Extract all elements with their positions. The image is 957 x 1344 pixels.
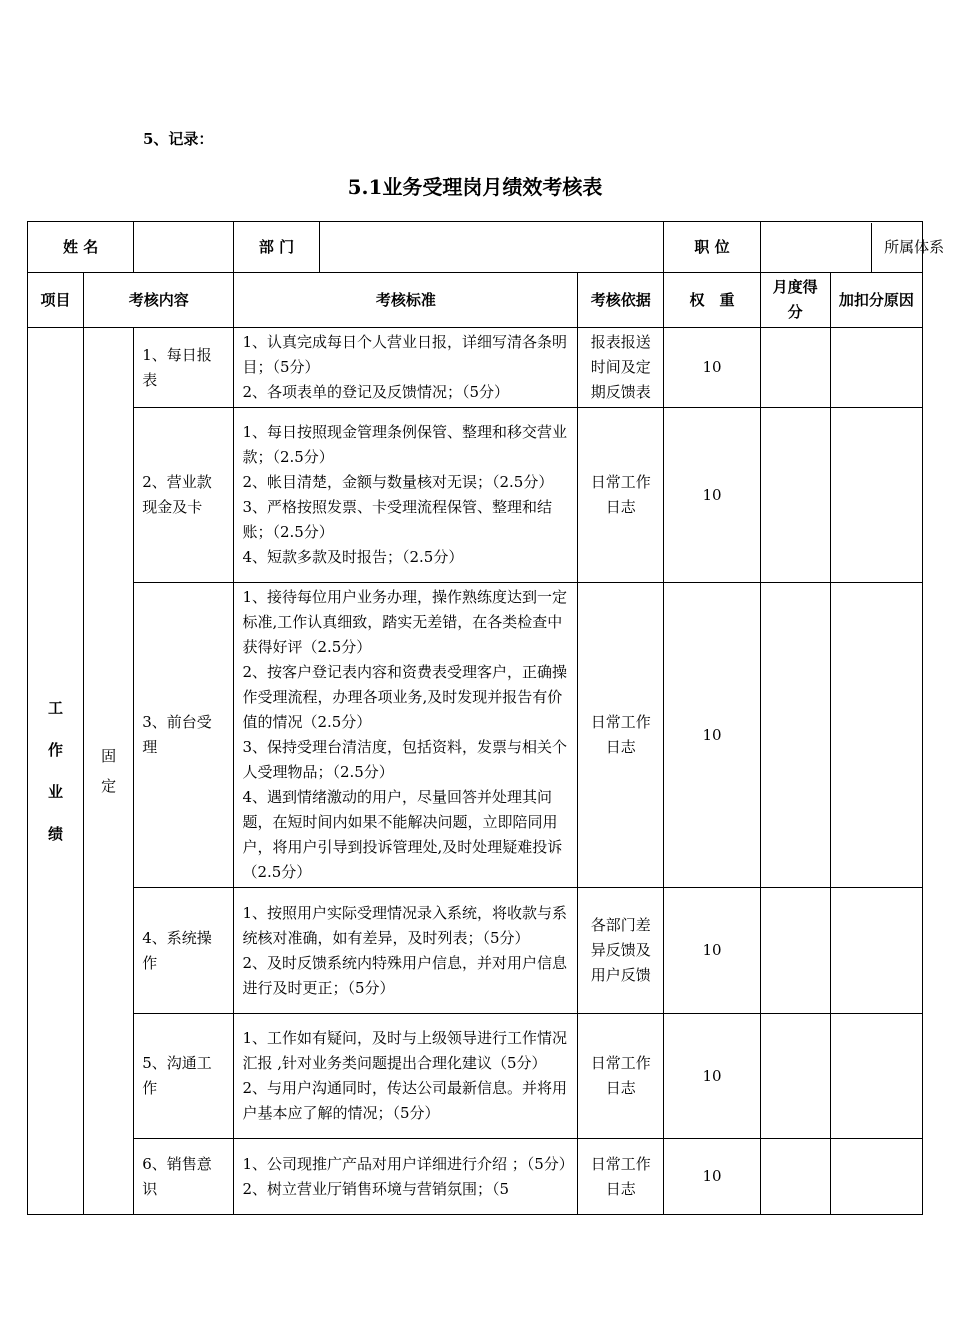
standard-line: 3、严格按照发票、卡受理流程保管、整理和结账；（2.5分） [242,498,552,541]
position-label: 职 位 [664,222,760,273]
standard-line: 1、认真完成每日个人营业日报，详细写清各条明目；（5分） [242,333,567,376]
standard-line: 1、接待每位用户业务办理，操作熟练度达到一定标准,工作认真细致，踏实无差错，在各类检查中获得好评（2.5分） [242,588,567,656]
category-char: 业 [48,783,64,801]
page-title: 5.1业务受理岗月绩效考核表 [347,175,603,199]
standard-line: 3、保持受理台清洁度，包括资料，发票与相关个人受理物品；（2.5分） [242,738,567,781]
category-char: 作 [48,741,64,759]
col-weight: 权 重 [664,273,760,328]
standard-line: 2、树立营业厅销售环境与营销氛围；（5 [242,1179,510,1198]
reason-cell[interactable] [830,1139,922,1215]
item-label: 5、沟通工作 [134,1014,234,1139]
section-label: 5、记录： [143,130,214,148]
item-label: 2、营业款现金及卡 [134,408,234,583]
col-standard: 考核标准 [234,273,578,328]
standard-line: 1、公司现推广产品对用户详细进行介绍 ；（5分） [242,1154,574,1173]
monthly-score-cell[interactable] [760,888,830,1014]
table-row [28,328,923,408]
header-row-columns [28,273,923,328]
table-row [28,888,923,1014]
col-monthly-score: 月度得分 [760,273,830,328]
standard-cell [234,1014,578,1139]
weight-cell: 10 [664,888,760,1014]
weight-cell: 10 [664,328,760,408]
standard-line: 2、按客户登记表内容和资费表受理客户，正确操作受理流程，办理各项业务,及时发现并报告有价值的情况（2.5分） [242,663,567,731]
reason-cell[interactable] [830,1014,922,1139]
standard-line: 2、各项表单的登记及反馈情况；（5分） [242,383,510,401]
monthly-score-cell[interactable] [760,328,830,408]
basis-cell: 日常工作日志 [578,1139,664,1215]
standard-line: 2、帐目清楚，金额与数量核对无误；（2.5分） [242,473,554,491]
category-cell [28,328,84,1215]
col-content: 考核内容 [84,273,234,328]
standard-cell [234,583,578,888]
col-project: 项目 [28,273,84,328]
basis-cell: 各部门差异反馈及用户反馈 [578,888,664,1014]
standard-line: 4、遇到情绪激动的用户，尽量回答并处理其问题，在短时间内如果不能解决问题，立即陪同用户，将用户引导到投诉管理处,及时处理疑难投诉（2.5分） [242,788,563,881]
weight-cell: 10 [664,1139,760,1215]
monthly-score-cell[interactable] [760,583,830,888]
standard-line: 4、短款多款及时报告；（2.5分） [242,548,464,566]
name-value[interactable] [134,222,234,273]
table-row [28,1139,923,1215]
monthly-score-cell[interactable] [760,408,830,583]
col-basis: 考核依据 [578,273,664,328]
fixed-char: 定 [101,777,117,795]
category-char: 工 [48,699,64,717]
position-system-subtable [761,223,957,272]
col-reason: 加扣分原因 [830,273,922,328]
weight-cell: 10 [664,583,760,888]
item-label: 6、销售意识 [134,1139,234,1215]
reason-cell[interactable] [830,888,922,1014]
dept-value[interactable] [319,222,664,273]
header-row-info [28,222,923,273]
fixed-char: 固 [101,747,117,765]
item-label: 3、前台受理 [134,583,234,888]
category-char: 绩 [48,825,64,843]
weight-cell: 10 [664,408,760,583]
reason-cell[interactable] [830,408,922,583]
standard-cell [234,408,578,583]
standard-cell [234,888,578,1014]
standard-cell [234,328,578,408]
reason-cell[interactable] [830,328,922,408]
table-row [28,1014,923,1139]
system-label: 所属体系 [871,223,957,272]
basis-cell: 日常工作日志 [578,583,664,888]
standard-line: 1、工作如有疑问，及时与上级领导进行工作情况汇报 ,针对业务类问题提出合理化建议（5分） [242,1029,567,1072]
basis-cell: 报表报送时间及定期反馈表 [578,328,664,408]
basis-cell: 日常工作日志 [578,1014,664,1139]
monthly-score-cell[interactable] [760,1014,830,1139]
table-row [28,583,923,888]
standard-cell [234,1139,578,1215]
item-label: 1、每日报表 [134,328,234,408]
name-label: 姓 名 [28,222,134,273]
position-value[interactable] [761,223,872,272]
standard-line: 1、每日按照现金管理条例保管、整理和移交营业款；（2.5分） [242,423,567,466]
standard-line: 1、按照用户实际受理情况录入系统，将收款与系统核对准确，如有差异，及时列表；（5分） [242,903,567,947]
assessment-table [27,221,945,1215]
dept-label: 部 门 [234,222,319,273]
position-system-cell [760,222,945,273]
reason-cell[interactable] [830,583,922,888]
fixed-cell [84,328,134,1215]
item-label: 4、系统操作 [134,888,234,1014]
standard-line: 2、及时反馈系统内特殊用户信息，并对用户信息进行及时更正；（5分） [242,953,567,997]
table-row [28,408,923,583]
standard-line: 2、与用户沟通同时，传达公司最新信息。并将用户基本应了解的情况；（5分） [242,1079,567,1122]
weight-cell: 10 [664,1014,760,1139]
basis-cell: 日常工作日志 [578,408,664,583]
monthly-score-cell[interactable] [760,1139,830,1215]
